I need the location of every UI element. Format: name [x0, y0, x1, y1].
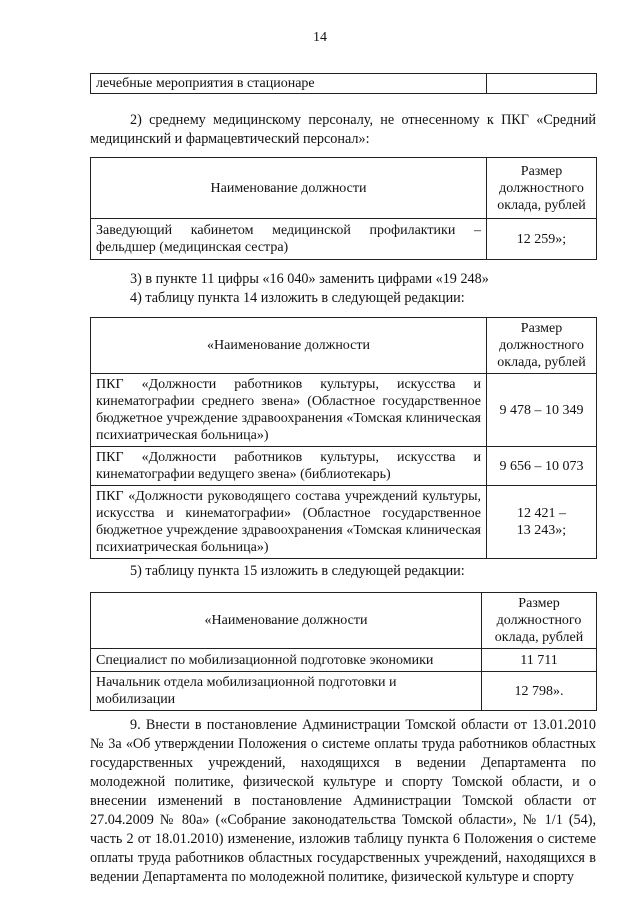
table-row: [91, 374, 597, 447]
table-cell-position: ПКГ «Должности работников культуры, искусства и кинематографии ведущего звена» (библиотекарь): [91, 447, 487, 486]
item-3-paragraph: 3) в пункте 11 цифры «16 040» заменить цифрами «19 248»: [130, 271, 489, 287]
table-cell-position: ПКГ «Должности руководящего состава учреждений культуры, искусства и кинематографии» (Областное государственное бюджетное учреждение здравоохранения «Томская клиническая психиатрическая больница»): [91, 486, 487, 559]
table-row: [91, 649, 597, 672]
table-row: [91, 219, 597, 260]
item-2-paragraph: 2) среднему медицинскому персоналу, не отнесенному к ПКГ «Средний медицинский и фармацевтический персонал»:: [90, 112, 596, 147]
header-position: «Наименование должности: [91, 593, 482, 649]
header-position: «Наименование должности: [91, 318, 487, 374]
table-cell-position: Специалист по мобилизационной подготовке экономики: [91, 649, 482, 672]
table-cell-salary: 9 478 – 10 349: [487, 374, 597, 447]
salary-table-3: [90, 592, 597, 711]
table-cell-position: Заведующий кабинетом медицинской профилактики – фельдшер (медицинская сестра): [91, 219, 487, 260]
table-header-row: [91, 593, 597, 649]
table-row: [91, 447, 597, 486]
table-cell-salary: 12 259»;: [487, 219, 597, 260]
item-9-paragraph: 9. Внести в постановление Администрации Томской области от 13.01.2010 № 3а «Об утверждении Положения о системе оплаты труда работников областных государственных учреждений, находящихся в ведении Департамента по молодежной политике, физической культуре и спорту Томской области, и о внесении изменений в постановление Администрации Томской области от 27.04.2009 № 80а» («Собрание законодательства Томской области», № 1/1 (54), часть 2 от 18.01.2010) изменение, изложив таблицу пункта 6 Положения о системе оплаты труда работников областных государственных учреждений, находящихся в ведении Департамента по молодежной политике, физической культуре и спорту: [90, 717, 596, 885]
header-position: Наименование должности: [91, 158, 487, 219]
table-cell-position: ПКГ «Должности работников культуры, искусства и кинематографии среднего звена» (Областное государственное бюджетное учреждение здравоохранения «Томская клиническая психиатрическая больница»): [91, 374, 487, 447]
top-table: [90, 73, 597, 94]
item-4-paragraph: 4) таблицу пункта 14 изложить в следующей редакции:: [130, 290, 465, 306]
header-salary: Размер должностного оклада, рублей: [487, 318, 597, 374]
header-salary: Размер должностного оклада, рублей: [487, 158, 597, 219]
salary-table-2: [90, 317, 597, 559]
table-cell-salary: 11 711: [482, 649, 597, 672]
page-number: 14: [313, 30, 327, 45]
table-cell: лечебные мероприятия в стационаре: [91, 74, 487, 94]
table-cell-salary: 12 421 – 13 243»;: [487, 486, 597, 559]
table-row: [91, 672, 597, 711]
table-row: [91, 74, 597, 94]
table-cell-salary: 9 656 – 10 073: [487, 447, 597, 486]
header-salary: Размер должностного оклада, рублей: [482, 593, 597, 649]
table-cell: [487, 74, 597, 94]
salary-table-1: [90, 157, 597, 260]
table-cell-position: Начальник отдела мобилизационной подготовки и мобилизации: [91, 672, 482, 711]
item-5-paragraph: 5) таблицу пункта 15 изложить в следующей редакции:: [130, 563, 465, 579]
table-header-row: [91, 318, 597, 374]
table-header-row: [91, 158, 597, 219]
table-cell-salary: 12 798».: [482, 672, 597, 711]
table-row: [91, 486, 597, 559]
